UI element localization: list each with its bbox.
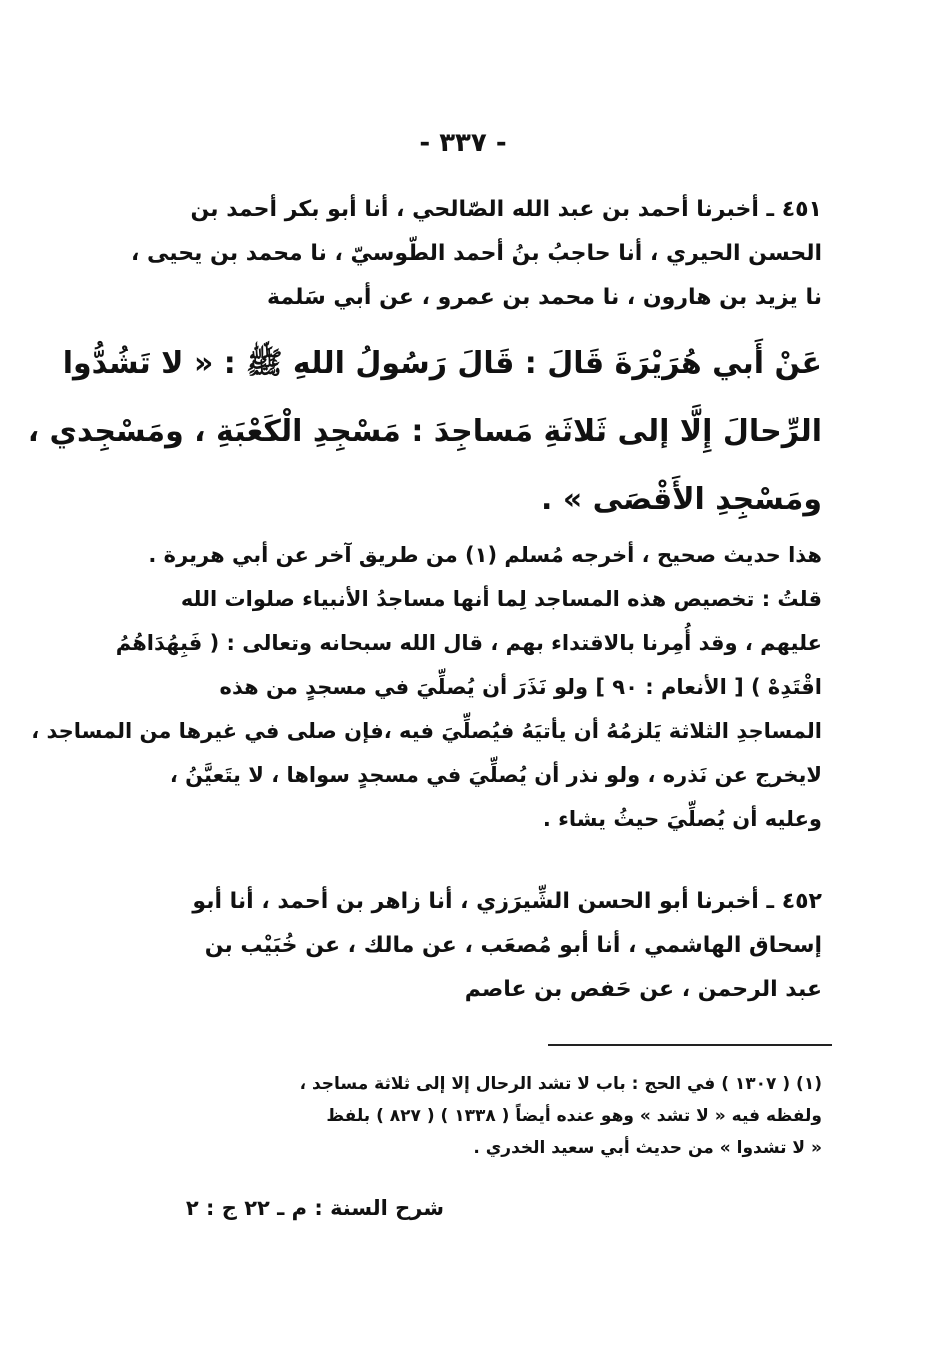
footnote-line: ولفظه فيه « لا تشد » وهو عنده أيضاً ( ١٣٣٨ ) ( ٨٢٧ ) بلفظ: [326, 1106, 822, 1126]
footnote-line: (١) ( ١٣٠٧ ) في الحج : باب لا تشد الرحال إلا إلى ثلاثة مساجد ،: [299, 1074, 822, 1094]
commentary-line: قلتُ : تخصيص هذه المساجد لِما أنها مساجدُ الأنبياء صلوات الله: [180, 587, 822, 611]
matn-line: عَنْ أَبي هُرَيْرَةَ قَالَ : قَالَ رَسُولُ اللهِ ﷺ : « لا تَشُدُّوا: [62, 346, 822, 381]
matn-line: الرِّحالَ إِلَّا إلى ثَلاثَةِ مَساجِدَ : مَسْجِدِ الْكَعْبَةِ ، ومَسْجِدي ،: [27, 414, 822, 449]
isnad-line: ٤٥٢ ـ أخبرنا أبو الحسن الشِّيرَزي ، أنا زاهر بن أحمد ، أنا أبو: [192, 889, 822, 914]
hadith-451-matn: [27, 330, 822, 534]
book-signature: شرح السنة : م ـ ٢٢ ج : ٢: [185, 1196, 444, 1220]
commentary-line: اقْتَدِهْ ) [ الأنعام : ٩٠ ] ولو نَذَرَ أن يُصلِّيَ في مسجدٍ من هذه: [219, 675, 822, 699]
hadith-452-isnad: [172, 880, 822, 1012]
isnad-line: الحسن الحيري ، أنا حاجبُ بنُ أحمد الطّوسيّ ، نا محمد بن يحيى ،: [131, 241, 822, 266]
isnad-line: إسحاق الهاشمي ، أنا أبو مُصعَب ، عن مالك ، عن خُبَيْب بن: [204, 933, 822, 958]
isnad-line: نا يزيد بن هارون ، نا محمد بن عمرو ، عن أبي سَلمة: [267, 285, 822, 310]
commentary-line: وعليه أن يُصلِّيَ حيثُ يشاء .: [542, 807, 822, 831]
commentary-line: عليهم ، وقد أُمِرنا بالاقتداء بهم ، قال الله سبحانه وتعالى : ( فَبِهُدَاهُمُ: [115, 631, 822, 655]
footnote-line: « لا تشدوا » من حديث أبي سعيد الخدري .: [473, 1138, 822, 1158]
hadith-451-commentary: [31, 533, 822, 841]
matn-line: ومَسْجِدِ الأَقْصَى » .: [541, 482, 822, 517]
hadith-451-isnad: [131, 188, 822, 320]
commentary-line: المساجدِ الثلاثة يَلزمُهُ أن يأتيَهُ فيُصلِّيَ فيه ،فإن صلى في غيرها من المساجد ،: [31, 719, 822, 743]
commentary-line: لايخرج عن نَذره ، ولو نذر أن يُصلِّيَ في مسجدٍ سواها ، لا يتَعيَّنُ ،: [169, 763, 822, 787]
page-number: - ٣٣٧ -: [419, 128, 507, 158]
isnad-line: عبد الرحمن ، عن حَفص بن عاصم: [464, 977, 822, 1002]
isnad-line: ٤٥١ ـ أخبرنا أحمد بن عبد الله الصّالحي ، أنا أبو بكر أحمد بن: [190, 197, 822, 222]
footnote-divider: [548, 1044, 832, 1046]
footnote: [132, 1068, 822, 1164]
commentary-line: هذا حديث صحيح ، أخرجه مُسلم (١) من طريق آخر عن أبي هريرة .: [148, 543, 822, 567]
